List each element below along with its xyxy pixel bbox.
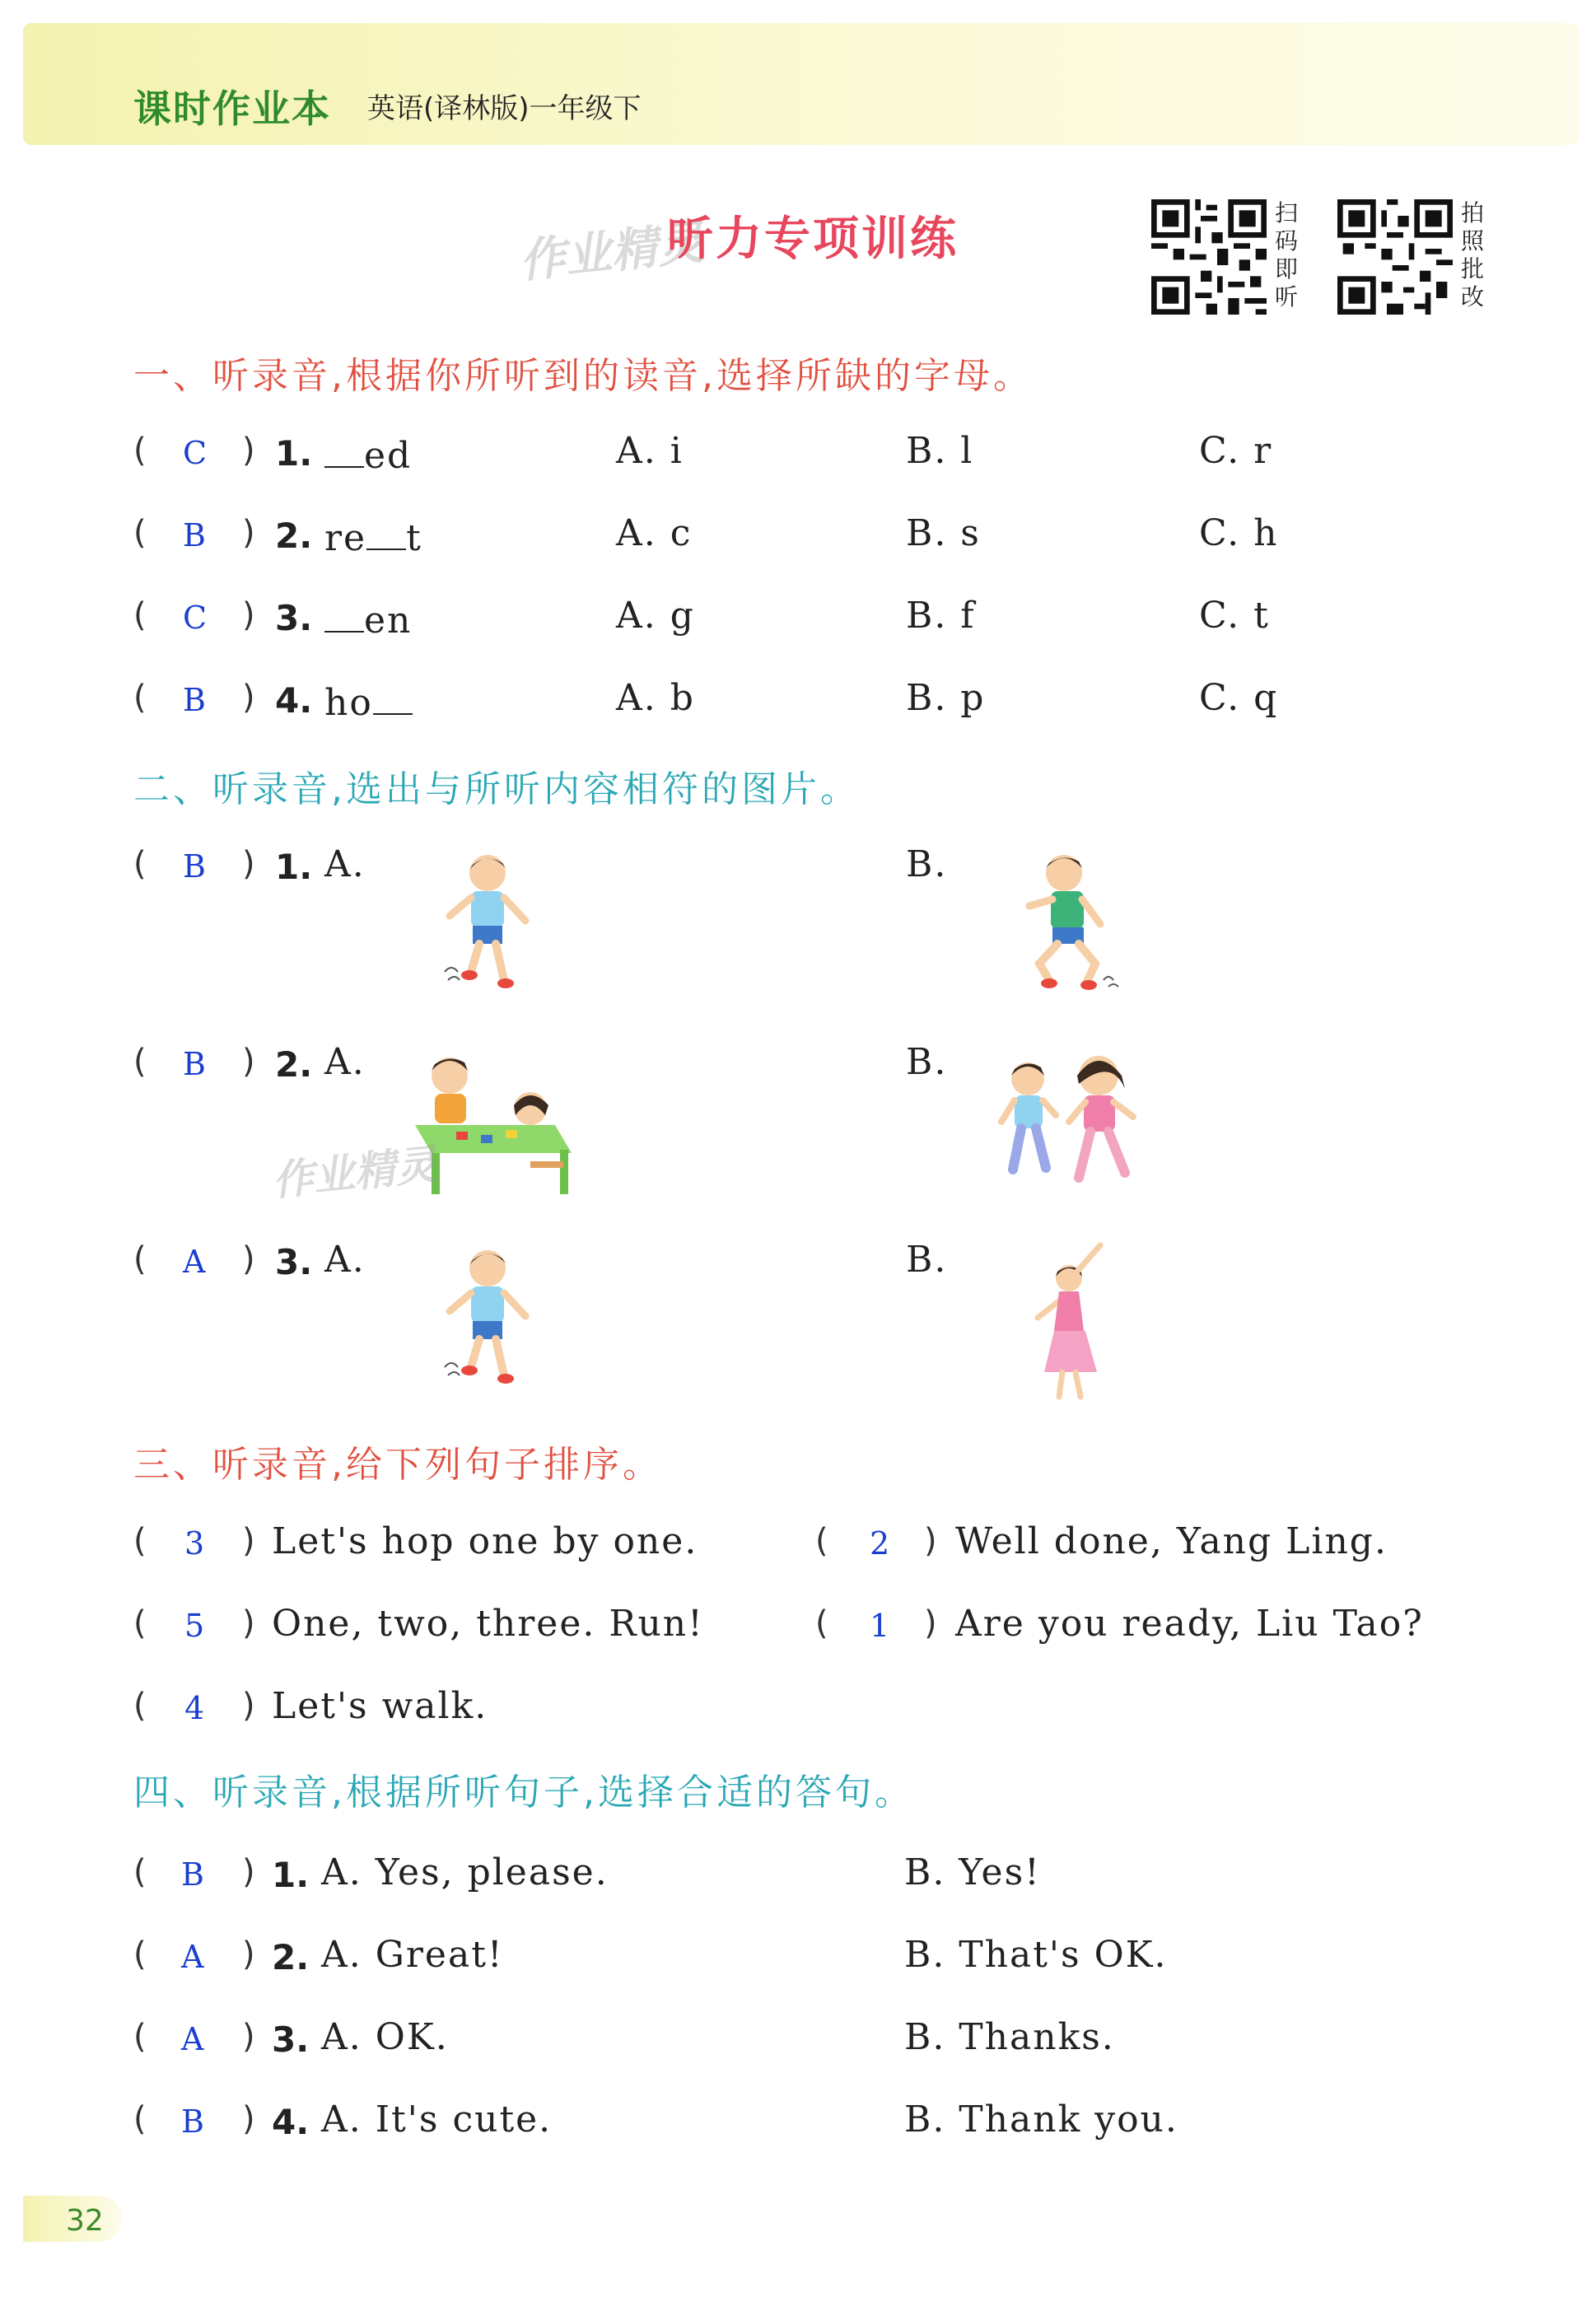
boy-hopping-picture[interactable] — [412, 848, 552, 997]
option-c: C. t — [1199, 595, 1270, 637]
answer-paren-close: ) — [242, 2018, 255, 2056]
answer-paren-close: ) — [242, 1935, 255, 1973]
missing-letter-blank — [324, 595, 364, 633]
page-heading: 听力专项训练 — [667, 212, 959, 266]
answer[interactable]: A — [183, 1244, 206, 1280]
section1-title: 一、听录音,根据你所听到的读音,选择所缺的字母。 — [133, 355, 1033, 397]
answer[interactable]: A — [181, 1939, 204, 1975]
answer[interactable]: B — [181, 2103, 204, 2140]
answer[interactable]: B — [183, 517, 206, 553]
question-word — [324, 430, 412, 477]
watermark: 作业精灵 — [269, 1140, 439, 1206]
option-b: B. l — [906, 430, 974, 472]
answer-paren-close: ) — [242, 1853, 255, 1891]
boy-hopping-picture[interactable] — [412, 1244, 552, 1392]
option-c: C. q — [1199, 677, 1279, 719]
children-running-picture[interactable] — [988, 1046, 1153, 1211]
answer-paren-open: ( — [133, 1935, 147, 1973]
answer[interactable]: C — [183, 435, 208, 471]
question-number: 1. — [272, 1855, 310, 1895]
option-a: A. g — [616, 595, 695, 637]
answer-paren-open: ( — [133, 1687, 147, 1725]
option-b: B. f — [906, 595, 976, 637]
answer-paren-close: ) — [242, 1043, 255, 1081]
girl-dancing-picture[interactable] — [1021, 1240, 1120, 1405]
section2-title: 二、听录音,选出与所听内容相符的图片。 — [133, 768, 860, 810]
watermark: 作业精灵 — [516, 216, 707, 289]
answer[interactable]: B — [181, 1856, 204, 1893]
answer-paren-close: ) — [242, 596, 255, 634]
missing-letter-blank — [324, 430, 364, 468]
question-word — [324, 677, 413, 724]
answer-paren-open: ( — [133, 2018, 147, 2056]
listen-qr-code[interactable] — [1151, 199, 1267, 315]
sentence: Are you ready, Liu Tao? — [955, 1603, 1424, 1645]
answer-paren-open: ( — [133, 2100, 147, 2138]
question-number: 1. — [275, 433, 313, 474]
answer-paren-close: ) — [242, 845, 255, 883]
answer-paren-close: ) — [924, 1604, 937, 1642]
question-number: 4. — [275, 680, 313, 721]
answer[interactable]: 5 — [184, 1608, 205, 1644]
answer[interactable]: 3 — [184, 1525, 205, 1562]
page-number: 32 — [66, 2204, 104, 2238]
sentence: One, two, three. Run! — [272, 1603, 704, 1645]
missing-letter-blank — [373, 677, 413, 715]
answer-paren-open: ( — [133, 845, 147, 883]
answer-paren-close: ) — [924, 1522, 937, 1560]
sentence: Well done, Yang Ling. — [955, 1520, 1388, 1562]
sentence: Let's walk. — [272, 1685, 488, 1727]
boy-jumping-picture[interactable] — [1005, 848, 1145, 997]
word-suffix: en — [364, 600, 413, 642]
option-b: B. That's OK. — [904, 1934, 1168, 1976]
answer-paren-close: ) — [242, 2100, 255, 2138]
option-b-label: B. — [906, 1239, 948, 1281]
option-b-label: B. — [906, 1041, 948, 1083]
answer-paren-close: ) — [242, 1604, 255, 1642]
option-a: A. c — [616, 512, 693, 554]
answer-paren-open: ( — [133, 514, 147, 552]
word-suffix: ed — [364, 435, 413, 477]
question-number: 3. — [272, 2019, 310, 2060]
word-suffix: t — [406, 517, 422, 559]
answer-paren-close: ) — [242, 514, 255, 552]
answer[interactable]: C — [183, 600, 208, 636]
option-b-label: B. — [906, 843, 948, 885]
book-subject: 英语(译林版)一年级下 — [367, 92, 642, 125]
answer-paren-close: ) — [242, 1240, 255, 1278]
question-number: 4. — [272, 2102, 310, 2142]
answer-paren-open: ( — [133, 432, 147, 469]
answer-paren-open: ( — [133, 596, 147, 634]
question-number: 2. — [272, 1937, 310, 1977]
listen-qr-label: 扫码即听 — [1275, 199, 1299, 310]
answer-paren-close: ) — [242, 1522, 255, 1560]
option-c: C. r — [1199, 430, 1273, 472]
answer-paren-close: ) — [242, 432, 255, 469]
option-b: B. Yes! — [904, 1851, 1041, 1893]
grading-qr-code[interactable] — [1337, 199, 1453, 315]
missing-letter-blank — [366, 512, 406, 550]
question-number: 3. — [275, 598, 313, 638]
option-b: B. Thank you. — [904, 2099, 1178, 2141]
answer-paren-open: ( — [815, 1522, 828, 1560]
option-a: A. i — [616, 430, 684, 472]
option-a-label: A. — [324, 1041, 366, 1083]
option-b: B. p — [906, 677, 986, 719]
answer-paren-open: ( — [133, 1604, 147, 1642]
option-a-label: A. — [324, 843, 366, 885]
answer-paren-close: ) — [242, 1687, 255, 1725]
option-a: A. OK. — [321, 2016, 449, 2058]
option-b: B. s — [906, 512, 981, 554]
word-prefix: ho — [324, 682, 373, 724]
word-prefix: re — [324, 517, 367, 559]
answer[interactable]: B — [183, 682, 206, 718]
question-word — [324, 595, 412, 642]
answer[interactable]: 1 — [870, 1608, 890, 1644]
question-number: 3. — [275, 1242, 313, 1282]
answer-paren-open: ( — [133, 679, 147, 717]
option-a: A. Yes, please. — [321, 1851, 609, 1893]
answer-paren-open: ( — [133, 1853, 147, 1891]
sentence: Let's hop one by one. — [272, 1520, 698, 1562]
grading-qr-label: 拍照批改 — [1461, 199, 1485, 310]
answer[interactable]: A — [181, 2021, 204, 2057]
option-a: A. b — [616, 677, 695, 719]
answer-paren-close: ) — [242, 679, 255, 717]
option-b: B. Thanks. — [904, 2016, 1115, 2058]
answer-paren-open: ( — [815, 1604, 828, 1642]
option-a-label: A. — [324, 1239, 366, 1281]
option-a: A. It's cute. — [321, 2099, 553, 2141]
answer-paren-open: ( — [133, 1043, 147, 1081]
question-word — [324, 512, 422, 559]
book-title: 课时作业本 — [133, 86, 331, 131]
section4-title: 四、听录音,根据所听句子,选择合适的答句。 — [133, 1772, 914, 1814]
answer[interactable]: 2 — [870, 1525, 890, 1562]
question-number: 2. — [275, 516, 313, 556]
answer-paren-open: ( — [133, 1240, 147, 1278]
answer[interactable]: B — [183, 848, 206, 885]
answer[interactable]: B — [183, 1046, 206, 1082]
section3-title: 三、听录音,给下列句子排序。 — [133, 1444, 662, 1486]
option-c: C. h — [1199, 512, 1279, 554]
option-a: A. Great! — [321, 1934, 504, 1976]
question-number: 1. — [275, 847, 313, 887]
answer[interactable]: 4 — [184, 1690, 205, 1726]
answer-paren-open: ( — [133, 1522, 147, 1560]
question-number: 2. — [275, 1044, 313, 1085]
